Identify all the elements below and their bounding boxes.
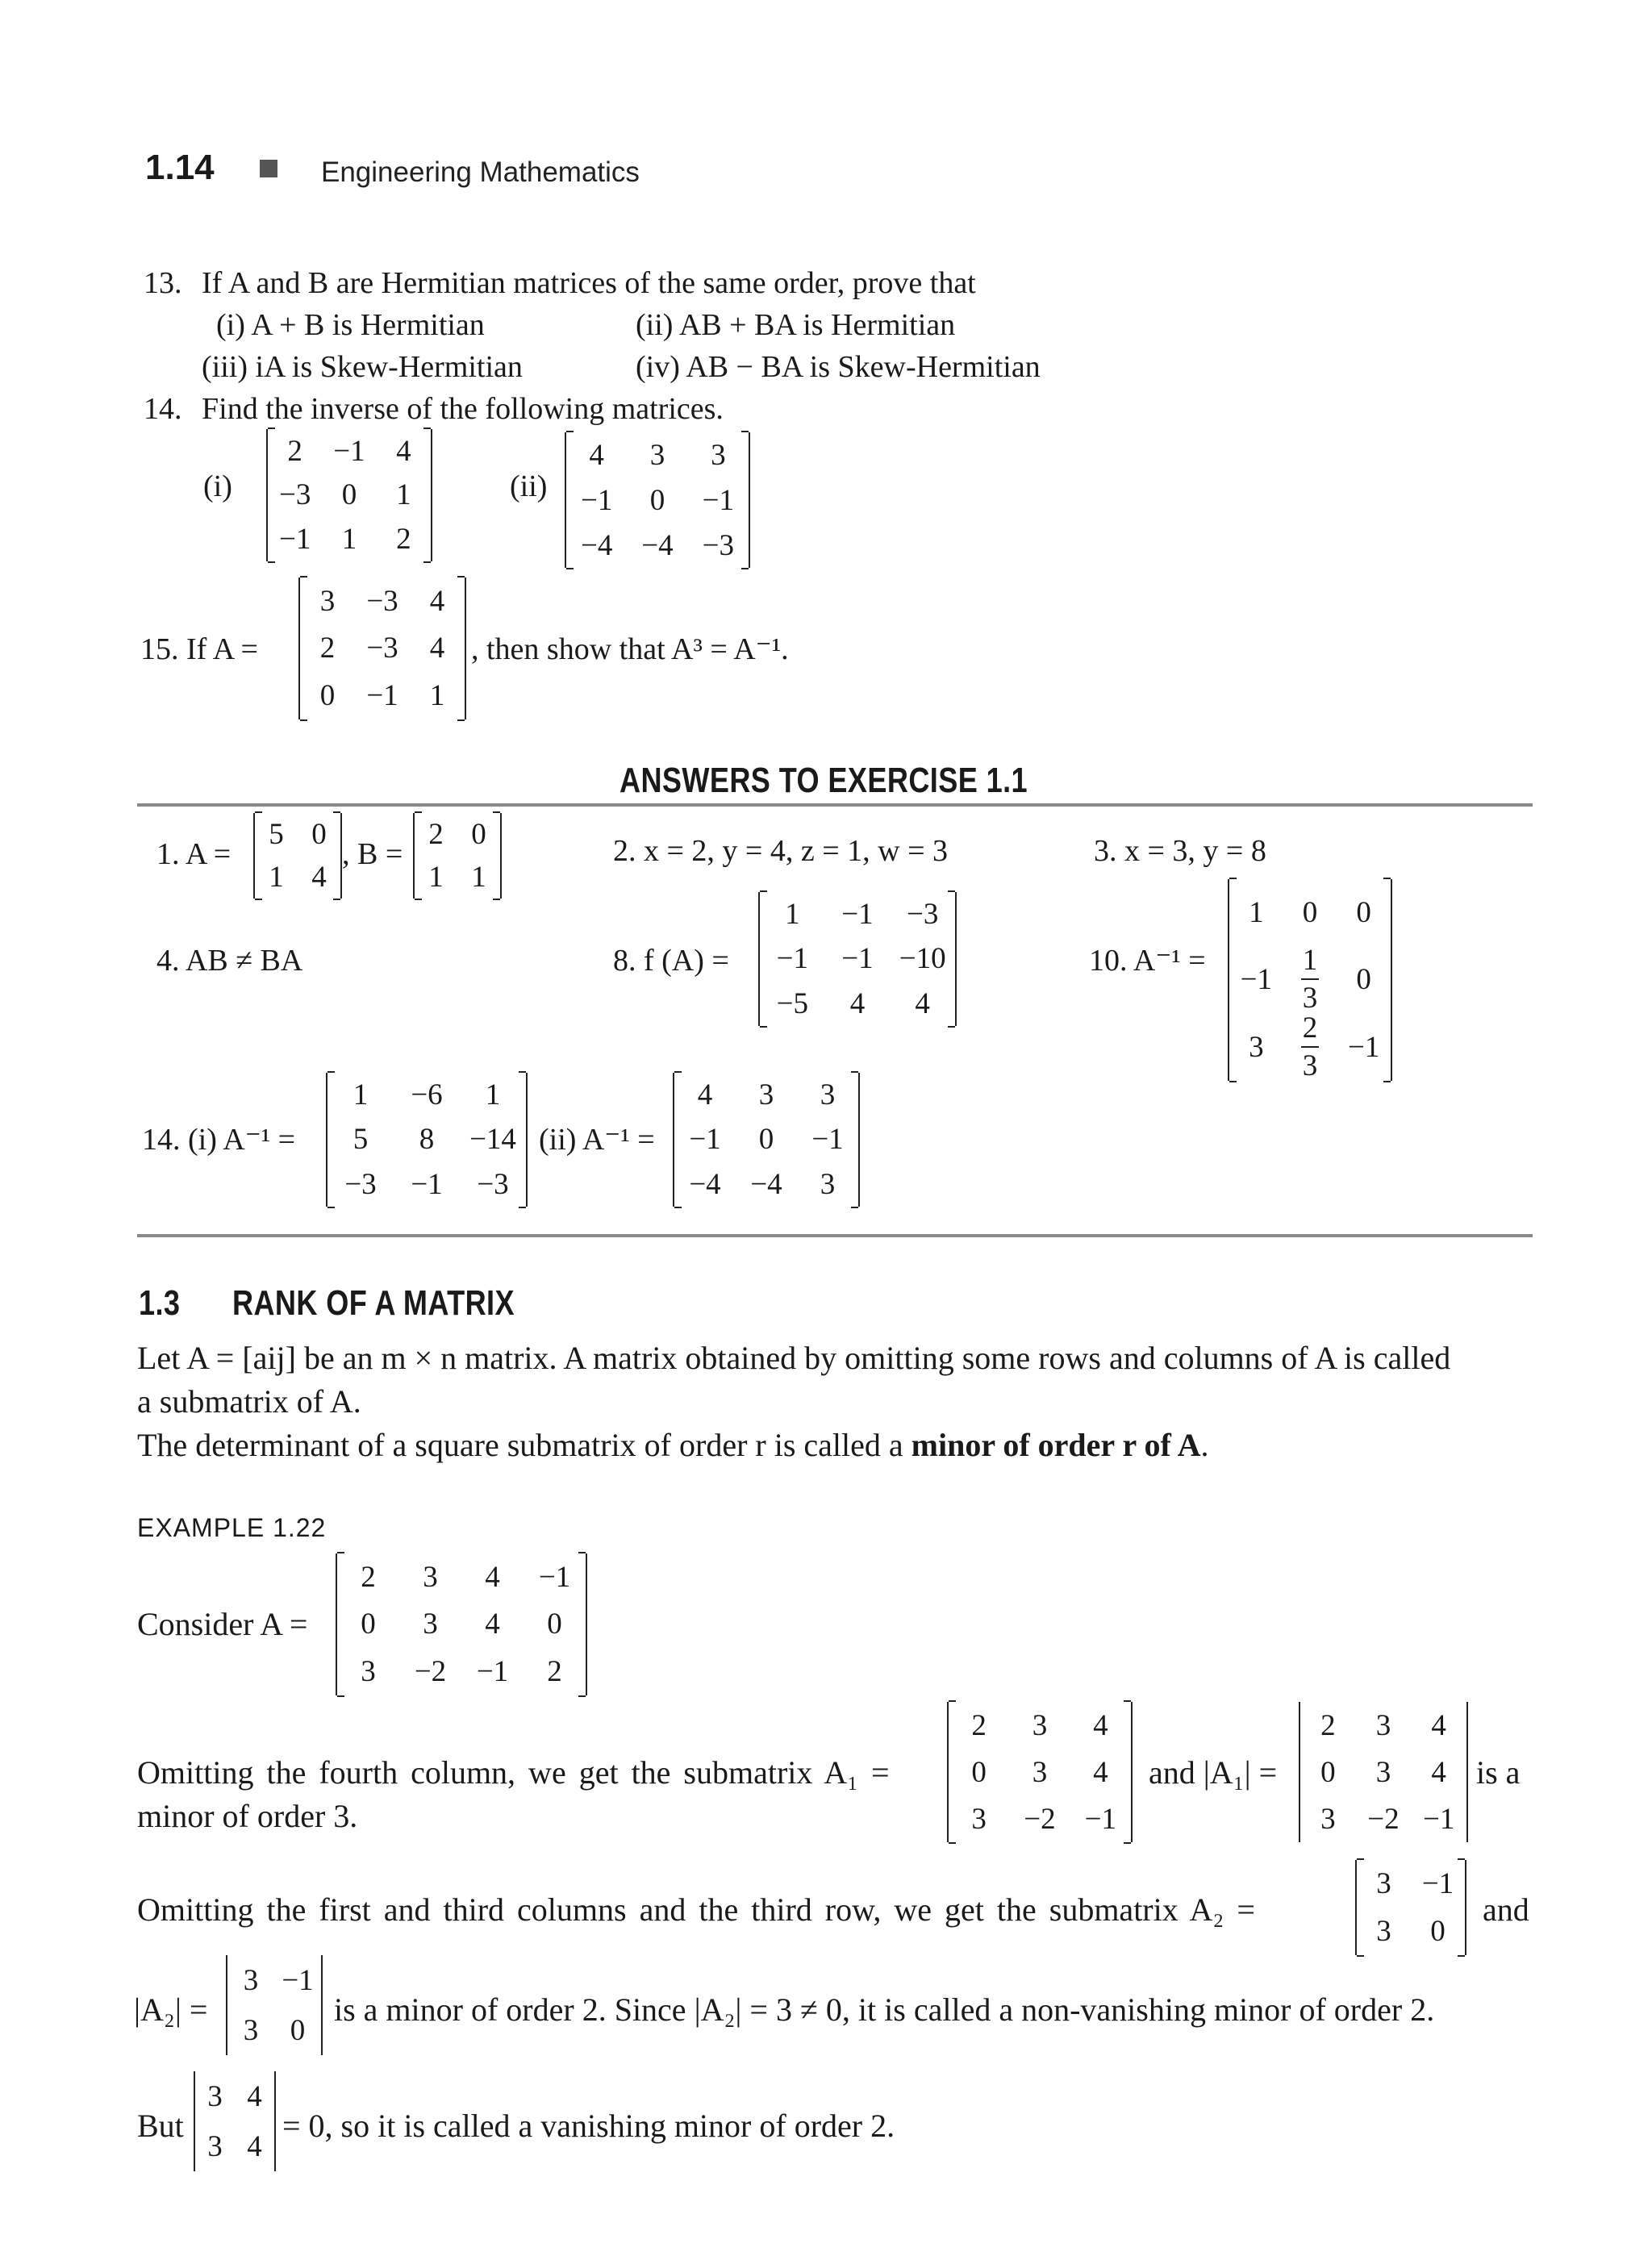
fraction-denominator: 3	[1302, 982, 1318, 1015]
minor-definition: minor of order r of A	[911, 1427, 1201, 1463]
example-consider: Consider A =	[137, 1606, 308, 1642]
section-number: 1.3	[139, 1283, 181, 1323]
matrix-cell: 3	[758, 1078, 774, 1112]
section-paragraph-1-line-2: a submatrix of A.	[137, 1383, 361, 1420]
matrix-cell: 1	[471, 861, 486, 894]
example-label: EXAMPLE 1.22	[137, 1513, 327, 1542]
matrix-cell: 4	[247, 2079, 262, 2113]
matrix-cell: −1	[366, 679, 398, 713]
matrix-cell: −1	[1240, 962, 1273, 996]
matrix-cell: −1	[282, 1963, 314, 1997]
example-matrix-A	[336, 1553, 587, 1695]
matrix-cell: −1	[689, 1123, 721, 1157]
matrix-cell: 0	[341, 478, 357, 512]
matrix-cell: 2	[396, 523, 411, 557]
answers-heading: ANSWERS TO EXERCISE 1.1	[620, 761, 1028, 800]
q14-label-i: (i)	[203, 469, 232, 503]
fraction-bar	[1301, 1046, 1319, 1048]
matrix-cell: −3	[366, 584, 398, 618]
matrix-cell: 5	[353, 1123, 369, 1157]
divider-bottom	[137, 1234, 1533, 1237]
matrix-cell: −3	[344, 1167, 377, 1201]
paragraph-2-end: .	[1200, 1427, 1209, 1463]
matrix-cell: 3	[1376, 1915, 1391, 1948]
matrix-cell: 4	[1093, 1755, 1108, 1789]
matrix-cell: 2	[1320, 1708, 1336, 1742]
matrix-cell: 0	[547, 1608, 562, 1641]
matrix-cell: 0	[1430, 1915, 1446, 1948]
matrix-cell: 4	[485, 1560, 500, 1594]
determinant-A1	[1299, 1702, 1468, 1842]
q15-tail: , then show that A³ = A⁻¹.	[471, 632, 789, 666]
matrix-cell: −6	[411, 1078, 443, 1112]
answer-3: 3. x = 3, y = 8	[1094, 834, 1266, 868]
matrix-cell: 5	[269, 818, 284, 851]
matrix-cell: 3	[423, 1608, 438, 1641]
determinant-A2	[226, 1955, 323, 2055]
matrix-cell: 3	[243, 1963, 259, 1997]
matrix-cell: 3	[423, 1560, 438, 1594]
matrix-cell: 4	[396, 434, 411, 468]
matrix-cell: 1	[428, 861, 444, 894]
matrix-cell: 3	[1249, 1030, 1264, 1064]
matrix-cell: 0	[971, 1755, 987, 1789]
matrix-cell: −3	[366, 632, 398, 665]
matrix-cell: 3	[319, 584, 336, 618]
answer-2: 2. x = 2, y = 4, z = 1, w = 3	[613, 834, 949, 868]
matrix-cell: 1	[1249, 895, 1264, 929]
answer-1-mid: , B =	[342, 837, 403, 871]
q14-matrix-i	[266, 429, 432, 561]
q13-number: 13.	[144, 266, 182, 300]
fraction-one-third	[1301, 945, 1319, 1013]
answer-14-label: 14. (i) A⁻¹ =	[142, 1123, 296, 1157]
matrix-cell: 3	[1320, 1802, 1336, 1836]
matrix-cell: −1	[476, 1655, 509, 1689]
matrix-cell: 3	[207, 2079, 223, 2113]
matrix-cell: −1	[580, 483, 613, 517]
matrix-cell: 2	[287, 434, 302, 468]
q13-part-iv: (iv) AB − BA is Skew-Hermitian	[636, 350, 1041, 384]
and-det-A1-label: and |A₁| =	[1149, 1754, 1278, 1791]
fraction-numerator: 2	[1302, 1011, 1318, 1045]
matrix-cell: 3	[1376, 1867, 1391, 1900]
matrix-cell: −14	[469, 1123, 516, 1157]
matrix-cell: −1	[333, 434, 365, 468]
section-paragraph-2	[137, 1429, 1209, 1462]
answer-8-matrix	[758, 892, 957, 1026]
matrix-cell: 3	[820, 1167, 836, 1201]
matrix-cell: 2	[971, 1708, 987, 1742]
matrix-cell: 1	[396, 478, 411, 512]
matrix-cell: 3	[1032, 1708, 1048, 1742]
q14-text: Find the inverse of the following matrices.	[202, 392, 724, 426]
matrix-cell: 0	[311, 818, 327, 851]
matrix-cell: −1	[1347, 1030, 1380, 1064]
matrix-cell: 0	[649, 483, 665, 517]
matrix-cell: −1	[841, 898, 874, 932]
matrix-cell: −10	[899, 942, 946, 976]
matrix-cell: 3	[243, 2013, 259, 2047]
q15-lead: 15. If A =	[140, 632, 258, 666]
omit-fourth-column-text: Omitting the fourth column, we get the submatrix A₁ =	[137, 1754, 890, 1791]
matrix-cell: 3	[1375, 1708, 1391, 1742]
matrix-cell: −4	[689, 1167, 721, 1201]
matrix-cell: 0	[1320, 1755, 1336, 1789]
answer-10-matrix	[1228, 879, 1392, 1081]
matrix-cell: −2	[1367, 1802, 1400, 1836]
matrix-cell: 1	[269, 861, 284, 894]
matrix-cell: 0	[1356, 895, 1371, 929]
matrix-cell: 3	[820, 1078, 836, 1112]
matrix-cell: 4	[485, 1608, 500, 1641]
q14-matrix-ii	[565, 432, 750, 568]
example-matrix-A1	[947, 1702, 1133, 1842]
matrix-cell: 1	[429, 679, 445, 713]
matrix-cell: −3	[906, 898, 939, 932]
matrix-cell: 4	[1431, 1755, 1446, 1789]
matrix-cell: 1	[353, 1078, 369, 1112]
answer-10-label: 10. A⁻¹ =	[1089, 944, 1206, 978]
answer-1-matrix-B	[413, 813, 502, 899]
matrix-cell: 3	[1375, 1755, 1391, 1789]
matrix-cell: 4	[915, 986, 930, 1020]
answer-4: 4. AB ≠ BA	[156, 944, 303, 978]
answer-8-label: 8. f (A) =	[613, 944, 729, 978]
det-A2-label: |A₂| =	[134, 1991, 208, 2028]
matrix-cell: 2	[428, 818, 444, 851]
matrix-cell: 4	[1431, 1708, 1446, 1742]
matrix-cell: −1	[702, 483, 735, 517]
answer-14-label-ii: (ii) A⁻¹ =	[539, 1123, 655, 1157]
matrix-cell: 3	[711, 438, 726, 472]
matrix-cell: 1	[341, 523, 357, 557]
matrix-cell: 8	[419, 1123, 435, 1157]
matrix-cell: 3	[971, 1802, 987, 1836]
matrix-cell: −4	[750, 1167, 782, 1201]
matrix-cell: −1	[1422, 1802, 1455, 1836]
q13-part-ii: (ii) AB + BA is Hermitian	[636, 308, 956, 342]
matrix-cell: 4	[311, 861, 327, 894]
omit-fourth-column-line-2: minor of order 3.	[137, 1798, 358, 1834]
matrix-cell: −5	[776, 986, 809, 1020]
matrix-cell: 2	[361, 1560, 376, 1594]
matrix-cell: 4	[247, 2129, 262, 2163]
q15-matrix	[298, 578, 466, 719]
matrix-cell: 0	[1302, 895, 1318, 929]
matrix-cell: −1	[841, 942, 874, 976]
is-a-text: is a	[1476, 1754, 1521, 1791]
matrix-cell: 0	[290, 2013, 306, 2047]
fraction-two-thirds	[1301, 1013, 1319, 1081]
omit-first-third-text: Omitting the first and third columns and the third row, we get the submatrix A₂ =	[137, 1891, 1255, 1928]
paragraph-2-text: The determinant of a square submatrix of order r is called a	[137, 1427, 903, 1463]
matrix-cell: −2	[414, 1655, 447, 1689]
matrix-cell: 4	[589, 438, 604, 472]
matrix-cell: 3	[207, 2129, 223, 2163]
section-paragraph-1-line-1: Let A = [aij] be an m × n matrix. A matrix obtained by omitting some rows and columns of A is called	[137, 1340, 1451, 1376]
matrix-cell: −1	[538, 1560, 571, 1594]
q13-part-iii: (iii) iA is Skew-Hermitian	[202, 350, 523, 384]
matrix-cell: 2	[319, 632, 336, 665]
matrix-cell: 0	[758, 1123, 774, 1157]
fraction-denominator: 3	[1302, 1049, 1318, 1082]
answer-14-matrix-ii	[673, 1073, 860, 1207]
matrix-cell: 0	[471, 818, 486, 851]
matrix-cell: −1	[411, 1167, 443, 1201]
matrix-cell: −1	[1084, 1802, 1117, 1836]
matrix-cell: −3	[702, 528, 735, 562]
answer-1-matrix-A	[253, 813, 342, 899]
matrix-cell: −3	[278, 478, 311, 512]
divider-top	[137, 803, 1533, 807]
matrix-cell: −1	[776, 942, 809, 976]
matrix-cell: 4	[697, 1078, 713, 1112]
matrix-cell: 1	[485, 1078, 501, 1112]
matrix-cell: 0	[1356, 962, 1371, 996]
book-title: Engineering Mathematics	[321, 156, 640, 188]
but-text: But	[137, 2108, 184, 2144]
and-text: and	[1483, 1891, 1529, 1928]
matrix-cell: −1	[811, 1123, 844, 1157]
q14-label-ii: (ii)	[510, 469, 548, 503]
example-matrix-A2	[1355, 1860, 1466, 1955]
matrix-cell: −3	[477, 1167, 509, 1201]
answer-1-label: 1. A =	[156, 837, 232, 871]
determinant-vanishing	[194, 2071, 276, 2171]
matrix-cell: −2	[1024, 1802, 1056, 1836]
matrix-cell: 4	[849, 986, 866, 1020]
q14-number: 14.	[144, 392, 182, 426]
q13-text: If A and B are Hermitian matrices of the same order, prove that	[202, 266, 976, 300]
header-square-icon	[260, 160, 277, 177]
vanishing-minor-text: = 0, so it is called a vanishing minor of order 2.	[282, 2108, 895, 2144]
matrix-cell: −1	[278, 523, 311, 557]
matrix-cell: 1	[785, 898, 800, 932]
matrix-cell: 2	[547, 1655, 562, 1689]
matrix-cell: 4	[1093, 1708, 1108, 1742]
matrix-cell: 0	[361, 1608, 376, 1641]
matrix-cell: −4	[641, 528, 674, 562]
matrix-cell: 3	[1032, 1755, 1048, 1789]
matrix-cell: −4	[580, 528, 613, 562]
matrix-cell: 4	[429, 584, 445, 618]
minor-order-2-text: is a minor of order 2. Since |A₂| = 3 ≠ 0, it is called a non-vanishing minor of order 2.	[334, 1991, 1435, 2028]
q13-part-i: (i) A + B is Hermitian	[216, 308, 485, 342]
matrix-cell: 4	[429, 632, 445, 665]
matrix-cell: 3	[649, 438, 665, 472]
section-title: RANK OF A MATRIX	[232, 1283, 515, 1323]
page-number: 1.14	[145, 148, 215, 187]
answer-14-matrix-i	[326, 1073, 528, 1207]
matrix-cell: −1	[1421, 1867, 1454, 1900]
fraction-bar	[1301, 978, 1319, 980]
fraction-numerator: 1	[1302, 944, 1318, 977]
matrix-cell: 0	[319, 679, 336, 713]
matrix-cell: 3	[361, 1655, 376, 1689]
